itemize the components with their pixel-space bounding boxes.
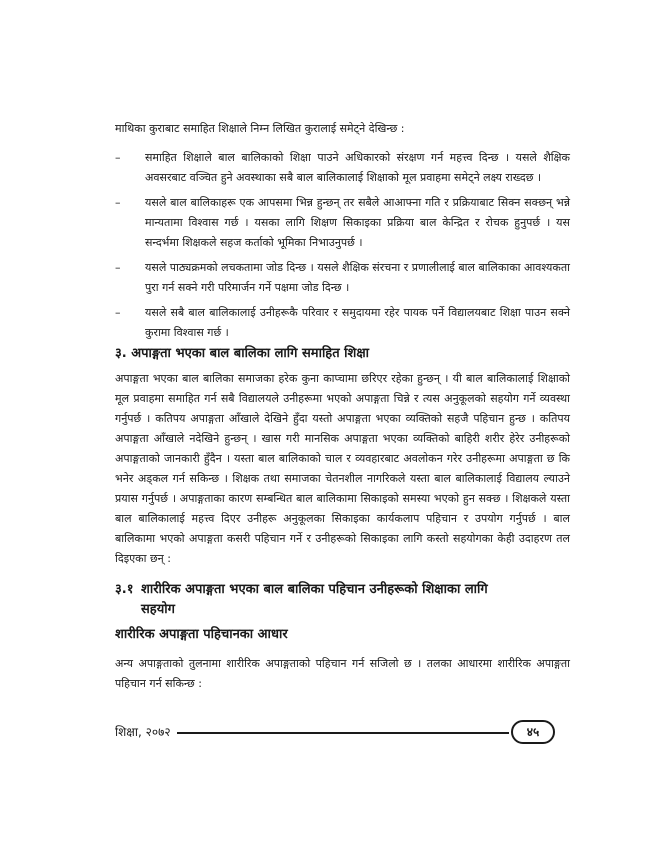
section-number: ३.१ xyxy=(115,582,134,597)
list-item xyxy=(115,193,570,253)
section-heading-line-1: शारीरिक अपाङ्गता भएका बाल बालिका पहिचान उनीहरूको शिक्षाका लागि xyxy=(141,582,488,597)
subsection-heading: शारीरिक अपाङ्गता पहिचानका आधार xyxy=(115,627,288,642)
section-3-1-heading xyxy=(115,580,565,620)
intro-text: माथिका कुराबाट समाहित शिक्षाले निम्न लिखित कुरालाई समेट्ने देखिन्छ : xyxy=(115,122,405,135)
bullet-dash: – xyxy=(115,261,121,274)
list-item xyxy=(115,148,570,188)
bullet-text: यसले सबै बाल बालिकालाई उनीहरूकै परिवार र समुदायमा रहेर पायक पर्ने विद्यालयबाट शिक्षा पाउन सक्ने कुरामा विश्वास गर्छ । xyxy=(145,306,570,339)
section-heading-line-2: सहयोग xyxy=(141,602,175,617)
bullet-dash: – xyxy=(115,306,121,319)
list-item xyxy=(115,258,570,298)
bullet-text: यसले पाठ्यक्रमको लचकतामा जोड दिन्छ । यसले शैक्षिक संरचना र प्रणालीलाई बाल बालिकाका आवश्यकता पुरा गर्न सक्ने गरी परिमार्जन गर्ने पक्षमा जोड दिन्छ । xyxy=(145,261,570,294)
list-item xyxy=(115,303,570,343)
bullet-dash: – xyxy=(115,151,121,164)
bullet-text: यसले बाल बालिकाहरू एक आपसमा भिन्न हुन्छन् तर सबैले आआफ्ना गति र प्रक्रियाबाट सिक्न सक्छन् भन्ने मान्यतामा विश्वास गर्छ । यसका लागि शिक्षण सिकाइका प्रक्रिया बाल केन्द्रित र रोचक हुनुपर्छ । यस सन्दर्भमा शिक्षकले सहज कर्ताको भूमिका निभाउनुपर्छ । xyxy=(145,196,570,249)
bullet-dash: – xyxy=(115,196,121,209)
page-number-badge: ४५ xyxy=(511,720,555,744)
section-3-paragraph: अपाङ्गता भएका बाल बालिका समाजका हरेक कुना काप्चामा छरिएर रहेका हुन्छन् । यी बाल बालिकालाई शिक्षाको मूल प्रवाहमा समाहित गर्न सबै विद्यालयले उनीहरूमा भएको अपाङ्गता चिन्ने र त्यस अनुकूलको सहयोग गर्ने व्यवस्था गर्नुपर्छ । कतिपय अपाङ्गता आँखाले देखिने हुँदा यस्तो अपाङ्गता भएका व्यक्तिको सहजै पहिचान हुन्छ । कतिपय अपाङ्गता आँखाले नदेखिने हुन्छन् । खास गरी मानसिक अपाङ्गता भएका व्यक्तिको बाहिरी शरीर हेरेर उनीहरूको अपाङ्गताको जानकारी हुँदैन । यस्ता बाल बालिकाको चाल र व्यवहारबाट अवलोकन गरेर उनीहरूमा अपाङ्गता छ कि भनेर अड्कल गर्न सकिन्छ । शिक्षक तथा समाजका चेतनशील नागरिकले यस्ता बाल बालिकालाई विद्यालय ल्याउने प्रयास गर्नुपर्छ । अपाङ्गताका कारण सम्बन्धित बाल बालिकामा सिकाइको समस्या भएको हुन सक्छ । शिक्षकले यस्ता बाल बालिकालाई महत्त्व दिएर उनीहरू अनुकूलका सिकाइका कार्यकलाप पहिचान र उपयोग गर्नुपर्छ । बाल बालिकामा भएको अपाङ्गता कसरी पहिचान गर्ने र उनीहरूको सिकाइका लागि कस्तो सहयोगका केही उदाहरण तल दिइएका छन् : xyxy=(115,372,570,565)
bullet-text: समाहित शिक्षाले बाल बालिकाको शिक्षा पाउने अधिकारको संरक्षण गर्न महत्त्व दिन्छ । यसले शैक्षिक अवसरबाट वञ्चित हुने अवस्थाका सबै बाल बालिकालाई शिक्षाको मूल प्रवाहमा समेट्ने लक्ष्य राख्दछ । xyxy=(145,151,570,184)
footer-label: शिक्षा, २०७२ xyxy=(115,725,171,739)
section-3-heading: ३. अपाङ्गता भएका बाल बालिका लागि समाहित शिक्षा xyxy=(115,346,370,361)
footer-rule xyxy=(177,732,509,734)
page-footer xyxy=(115,720,555,746)
subsection-paragraph: अन्य अपाङ्गताको तुलनामा शारीरिक अपाङ्गताको पहिचान गर्न सजिलो छ । तलका आधारमा शारीरिक अपाङ्गता पहिचान गर्न सकिन्छ : xyxy=(115,657,570,690)
bullet-list xyxy=(115,148,570,348)
